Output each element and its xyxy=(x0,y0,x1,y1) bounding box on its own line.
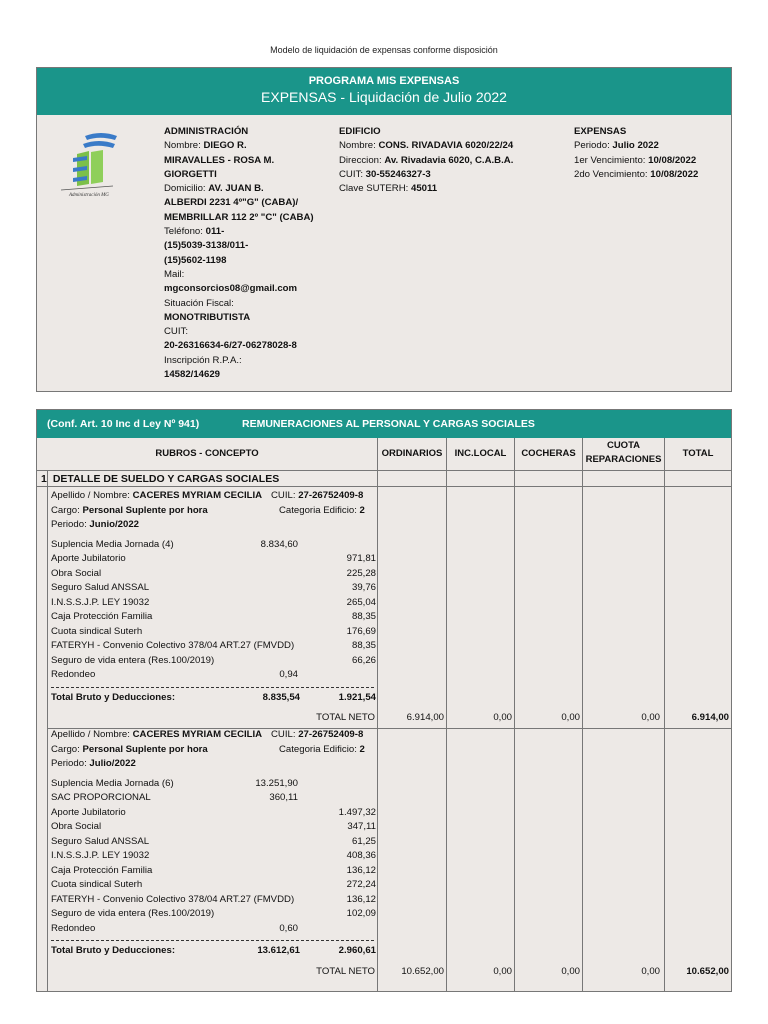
item-label: Obra Social xyxy=(51,567,102,579)
item-row xyxy=(51,894,376,909)
expensas-venc1-label: 1er Vencimiento: xyxy=(574,154,646,166)
item-row xyxy=(51,655,376,670)
emp-total: 6.914,00 xyxy=(691,712,729,723)
emp-periodo-label: Periodo: xyxy=(51,758,87,769)
item-row xyxy=(51,553,376,568)
item-label: Aporte Jubilatorio xyxy=(51,806,126,818)
emp-inclocal: 0,00 xyxy=(493,966,512,977)
item-label: Seguro Salud ANSSAL xyxy=(51,582,150,593)
emp-ordinarios: 6.914,00 xyxy=(406,712,444,723)
emp-cargo: Personal Suplente por hora xyxy=(82,504,208,516)
emp-categoria-label: Categoria Edificio: xyxy=(279,743,357,755)
edificio-nombre: CONS. RIVADAVIA 6020/22/24 xyxy=(378,140,514,152)
emp-categoria: 2 xyxy=(359,743,365,755)
admin-info xyxy=(164,125,314,382)
emp-cuil: 27-26752409-8 xyxy=(298,729,364,740)
row-number-divider xyxy=(47,470,48,992)
item-deduccion: 102,09 xyxy=(346,908,376,919)
emp-neto-label: TOTAL NETO xyxy=(316,712,375,723)
expensas-venc2: 10/08/2022 xyxy=(650,168,699,180)
item-label: SAC PROPORCIONAL xyxy=(51,792,151,803)
emp-apellido: CACERES MYRIAM CECILIA xyxy=(132,490,263,501)
section-title xyxy=(41,473,279,485)
item-label: Suplencia Media Jornada (4) xyxy=(51,538,174,550)
emp-cuil-label: CUIL: xyxy=(271,490,296,501)
item-row xyxy=(51,778,376,793)
edificio-heading: EDIFICIO xyxy=(339,126,381,137)
item-deduccion: 272,24 xyxy=(346,879,376,890)
admin-domicilio-3: MEMBRILLAR 112 2º "C" (CABA) xyxy=(164,211,314,223)
edificio-nombre-label: Nombre: xyxy=(339,140,376,152)
total-divider xyxy=(51,940,374,941)
emp-categoria: 2 xyxy=(359,504,365,516)
item-row xyxy=(51,582,376,597)
col-inclocal: INC.LOCAL xyxy=(454,448,507,459)
item-label: FATERYH - Convenio Colectivo 378/04 ART.27 (FMVDD) xyxy=(51,893,295,905)
emp-total-bruto: 8.835,54 xyxy=(262,691,300,703)
conf-article: (Conf. Art. 10 Inc d Ley Nº 941) xyxy=(47,418,200,430)
admin-mail: mgconsorcios08@gmail.com xyxy=(164,283,298,295)
item-label: FATERYH - Convenio Colectivo 378/04 ART.27 (FMVDD) xyxy=(51,640,295,651)
item-deduccion: 971,81 xyxy=(346,553,376,564)
item-label: Redondeo xyxy=(51,922,96,934)
item-row xyxy=(51,850,376,865)
col-total: TOTAL xyxy=(682,448,714,459)
emp-cargo: Personal Suplente por hora xyxy=(82,743,208,755)
item-row xyxy=(51,807,376,822)
section-title-text: DETALLE DE SUELDO Y CARGAS SOCIALES xyxy=(52,473,280,485)
item-deduccion: 66,26 xyxy=(351,654,376,666)
item-deduccion: 61,25 xyxy=(351,835,376,847)
emp-total-ded: 1.921,54 xyxy=(338,691,376,703)
emp-name-row xyxy=(51,729,262,740)
expensas-heading: EXPENSAS xyxy=(574,126,627,137)
emp-ordinarios: 10.652,00 xyxy=(401,966,444,977)
expensas-venc1: 10/08/2022 xyxy=(648,154,697,166)
item-label: Caja Protección Familia xyxy=(51,611,153,622)
item-deduccion: 1.497,32 xyxy=(338,806,376,818)
total-divider xyxy=(51,687,374,688)
emp-total-label: Total Bruto y Deducciones: xyxy=(51,691,176,703)
emp-cuil: 27-26752409-8 xyxy=(298,490,364,501)
admin-cuit-label: CUIT: xyxy=(164,326,188,338)
emp-total: 10.652,00 xyxy=(686,966,729,977)
page-caption: Modelo de liquidación de expensas conforme disposición xyxy=(270,45,498,55)
header-band xyxy=(37,68,731,115)
item-deduccion: 88,35 xyxy=(351,640,376,651)
edificio-cuit-label: CUIT: xyxy=(339,168,363,180)
item-label: Cuota sindical Suterh xyxy=(51,879,143,890)
admin-domicilio-label: Domicilio: xyxy=(164,183,206,195)
remuneraciones-table xyxy=(36,409,732,992)
item-row xyxy=(51,923,376,938)
item-bruto: 0,60 xyxy=(279,922,298,934)
employee-block xyxy=(51,729,376,960)
item-deduccion: 136,12 xyxy=(346,893,376,905)
edificio-suterh: 45011 xyxy=(410,183,438,195)
item-row xyxy=(51,865,376,880)
emp-cuil-label: CUIL: xyxy=(271,729,296,740)
remuneraciones-title: REMUNERACIONES AL PERSONAL Y CARGAS SOCIALES xyxy=(242,418,535,430)
emp-cargo-label: Cargo: xyxy=(51,504,80,516)
item-deduccion: 265,04 xyxy=(346,596,376,608)
item-label: Redondeo xyxy=(51,669,96,680)
item-label: Cuota sindical Suterh xyxy=(51,625,143,637)
emp-cargo-row xyxy=(51,505,208,516)
item-label: I.N.S.S.J.P. LEY 19032 xyxy=(51,850,150,861)
emp-cuota: 0,00 xyxy=(641,966,660,977)
admin-domicilio: AV. JUAN B. xyxy=(208,183,264,195)
item-row xyxy=(51,539,376,554)
item-label: Caja Protección Familia xyxy=(51,864,153,876)
edificio-direccion: Av. Rivadavia 6020, C.A.B.A. xyxy=(384,154,514,166)
remuneraciones-band xyxy=(37,410,731,438)
item-row xyxy=(51,626,376,641)
item-label: Seguro Salud ANSSAL xyxy=(51,835,150,847)
item-row xyxy=(51,792,376,807)
col-cocheras: COCHERAS xyxy=(521,448,576,459)
administration-logo xyxy=(47,128,127,198)
admin-heading: ADMINISTRACIÓN xyxy=(164,126,249,137)
header-bottom-rule xyxy=(37,470,731,471)
emp-cuil-row xyxy=(271,729,363,740)
emp-items xyxy=(51,539,376,684)
item-bruto: 13.251,90 xyxy=(255,777,298,789)
expensas-periodo-label: Periodo: xyxy=(574,140,610,152)
edificio-info xyxy=(339,125,554,196)
item-deduccion: 225,28 xyxy=(346,567,376,579)
admin-nombre-2: MIRAVALLES - ROSA M. xyxy=(164,154,275,166)
edificio-cuit: 30-55246327-3 xyxy=(365,168,431,180)
emp-cocheras: 0,00 xyxy=(561,712,580,723)
admin-domicilio-2: ALBERDI 2231 4º"G" (CABA)/ xyxy=(164,197,299,209)
expensas-venc2-label: 2do Vencimiento: xyxy=(574,168,648,180)
item-deduccion: 347,11 xyxy=(347,821,376,832)
item-row xyxy=(51,836,376,851)
item-label: Obra Social xyxy=(51,821,102,832)
item-row xyxy=(51,908,376,923)
emp-inclocal: 0,00 xyxy=(493,712,512,723)
item-label: I.N.S.S.J.P. LEY 19032 xyxy=(51,596,150,608)
emp-periodo-row xyxy=(51,758,136,769)
admin-rpa: 14582/14629 xyxy=(164,369,221,381)
admin-telefono-2: (15)5039-3138/011- xyxy=(164,240,249,252)
admin-nombre-3: GIORGETTI xyxy=(164,168,217,180)
program-title: PROGRAMA MIS EXPENSAS xyxy=(308,75,460,87)
admin-telefono-3: (15)5602-1198 xyxy=(164,254,227,266)
document-title: EXPENSAS - Liquidación de Julio 2022 xyxy=(261,89,507,105)
col-cuota-line1: CUOTA xyxy=(606,440,641,451)
item-row xyxy=(51,640,376,655)
col-rubros: RUBROS - CONCEPTO xyxy=(155,448,259,459)
emp-categoria-row xyxy=(279,744,365,755)
admin-telefono-label: Teléfono: xyxy=(164,226,203,238)
item-bruto: 360,11 xyxy=(269,792,298,803)
item-deduccion: 176,69 xyxy=(346,625,376,637)
item-row xyxy=(51,611,376,626)
emp-apellido: CACERES MYRIAM CECILIA xyxy=(132,729,263,740)
expensas-header xyxy=(36,67,732,392)
emp-cargo-row xyxy=(51,744,208,755)
item-deduccion: 408,36 xyxy=(346,850,376,861)
emp-cocheras: 0,00 xyxy=(561,966,580,977)
admin-cuit: 20-26316634-6/27-06278028-8 xyxy=(164,340,297,352)
logo-text: Administración MG xyxy=(69,193,109,198)
emp-total-ded: 2.960,61 xyxy=(338,945,376,956)
emp-periodo-label: Periodo: xyxy=(51,519,87,530)
item-row xyxy=(51,669,376,684)
emp-cargo-label: Cargo: xyxy=(51,743,80,755)
emp-total-label: Total Bruto y Deducciones: xyxy=(51,945,176,956)
edificio-direccion-label: Direccion: xyxy=(339,154,382,166)
col-cuota-line2: REPARACIONES xyxy=(585,454,662,465)
emp-name-row xyxy=(51,490,262,501)
edificio-suterh-label: Clave SUTERH: xyxy=(339,183,409,195)
admin-telefono: 011- xyxy=(205,226,225,238)
emp-total-bruto: 13.612,61 xyxy=(257,945,300,956)
col-cuota xyxy=(583,440,664,465)
item-row xyxy=(51,879,376,894)
section-number: 1 xyxy=(41,473,47,485)
admin-rpa-label: Inscripción R.P.A.: xyxy=(164,354,242,366)
section-bottom-rule xyxy=(37,486,731,487)
item-row xyxy=(51,597,376,612)
item-deduccion: 136,12 xyxy=(346,864,376,876)
emp-categoria-row xyxy=(279,505,365,516)
emp-neto-label: TOTAL NETO xyxy=(316,966,375,977)
item-deduccion: 39,76 xyxy=(351,582,376,593)
emp-items xyxy=(51,778,376,938)
emp-apellido-label: Apellido / Nombre: xyxy=(51,729,130,740)
emp-apellido-label: Apellido / Nombre: xyxy=(51,490,130,501)
admin-nombre: DIEGO R. xyxy=(203,140,247,152)
item-label: Seguro de vida entera (Res.100/2019) xyxy=(51,908,215,919)
item-bruto: 0,94 xyxy=(279,669,298,680)
emp-periodo: Julio/2022 xyxy=(89,758,136,769)
admin-nombre-label: Nombre: xyxy=(164,140,201,152)
item-deduccion: 88,35 xyxy=(351,611,376,622)
col-ordinarios: ORDINARIOS xyxy=(381,448,443,459)
item-bruto: 8.834,60 xyxy=(260,538,298,550)
expensas-periodo: Julio 2022 xyxy=(612,140,659,152)
item-label: Seguro de vida entera (Res.100/2019) xyxy=(51,654,215,666)
admin-fiscal-label: Situación Fiscal: xyxy=(164,297,234,309)
emp-categoria-label: Categoria Edificio: xyxy=(279,504,357,516)
item-label: Suplencia Media Jornada (6) xyxy=(51,777,174,789)
admin-fiscal: MONOTRIBUTISTA xyxy=(164,311,251,323)
emp-cuota: 0,00 xyxy=(641,712,660,723)
item-row xyxy=(51,568,376,583)
item-row xyxy=(51,821,376,836)
admin-mail-label: Mail: xyxy=(164,268,185,280)
emp-cuil-row xyxy=(271,490,363,501)
expensas-info xyxy=(574,125,724,182)
emp-periodo: Junio/2022 xyxy=(89,519,139,530)
item-label: Aporte Jubilatorio xyxy=(51,553,126,564)
emp-periodo-row xyxy=(51,519,139,530)
employee-block xyxy=(51,490,376,706)
